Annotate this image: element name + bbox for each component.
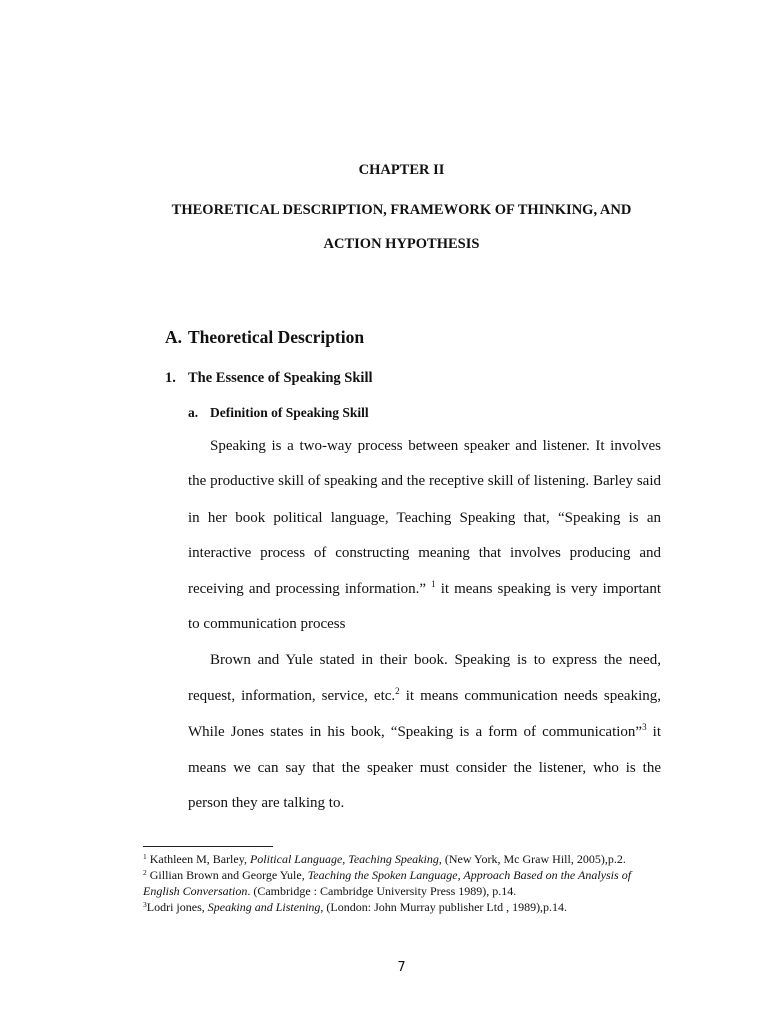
section-a-heading [165, 327, 364, 348]
footnote-2-title-part-1: Teaching the Spoken Language, Approach Based on the Analysis of [307, 868, 632, 882]
section-a-title: Theoretical Description [188, 327, 365, 347]
footnote-3-author: Lodri jones, [146, 900, 208, 914]
para1-line-4: interactive process of constructing meaning that involves producing and [188, 545, 661, 561]
para2-line-3 [188, 724, 661, 741]
subsection-a-heading [188, 405, 369, 421]
chapter-heading: CHAPTER II [358, 162, 445, 178]
section-1-title: The Essence of Speaking Skill [188, 370, 373, 386]
subsection-a-label: a. [188, 405, 199, 420]
para1-line-6: to communication process [188, 616, 346, 632]
footnote-2-number: 2 [143, 868, 147, 877]
footnote-3-number: 3 [143, 900, 147, 909]
para2-line-2 [188, 688, 661, 705]
footnote-3-title: Speaking and Listening [207, 900, 321, 914]
footnote-2-continued [143, 883, 663, 899]
para2-line-3-text-a: While Jones states in his book, “Speaking is a form of communication” [188, 724, 643, 740]
footnote-1-author: Kathleen M, Barley, [149, 852, 250, 866]
footnote-separator [143, 846, 273, 847]
para1-line-5-text-a: receiving and processing information.” [188, 581, 427, 597]
para1-line-2: the productive skill of speaking and the receptive skill of listening. Barley said [188, 473, 661, 489]
section-a-label: A. [165, 327, 183, 347]
footnote-ref-3: 3 [642, 722, 647, 732]
chapter-title-line-2: ACTION HYPOTHESIS [323, 236, 480, 252]
footnote-2-title-part-2: English Conversation [143, 884, 248, 898]
page-number: 7 [397, 960, 406, 975]
para1-line-3: in her book political language, Teaching Speaking that, “Speaking is an [188, 510, 661, 526]
section-1-heading [165, 370, 373, 387]
footnote-2-publication: . (Cambridge : Cambridge University Press 1989), p.14. [247, 884, 517, 898]
chapter-title-line-1: THEORETICAL DESCRIPTION, FRAMEWORK OF THINKING, AND [171, 202, 632, 218]
footnote-ref-2: 2 [395, 686, 400, 696]
para2-line-4: means we can say that the speaker must consider the listener, who is the [188, 760, 661, 776]
footnote-ref-1: 1 [431, 579, 436, 589]
para2-line-2-text-b: it means communication needs speaking, [405, 688, 661, 704]
para2-line-5: person they are talking to. [188, 795, 345, 811]
para2-line-2-text-a: request, information, service, etc. [188, 688, 396, 704]
para1-line-5-text-b: it means speaking is very important [440, 581, 662, 597]
footnote-1-title: Political Language, Teaching Speaking [249, 852, 439, 866]
para1-line-5 [188, 581, 661, 598]
para2-line-1: Brown and Yule stated in their book. Speaking is to express the need, [210, 652, 661, 668]
footnote-1 [143, 851, 663, 867]
footnote-2-author: Gillian Brown and George Yule, [149, 868, 308, 882]
footnote-1-number: 1 [143, 852, 147, 861]
section-1-label: 1. [165, 370, 176, 386]
subsection-a-title: Definition of Speaking Skill [210, 405, 369, 420]
footnote-3-publication: , (London: John Murray publisher Ltd , 1989),p.14. [320, 900, 568, 914]
para1-line-1: Speaking is a two-way process between speaker and listener. It involves [210, 438, 661, 454]
para2-line-3-text-b: it [652, 724, 662, 740]
footnote-2 [143, 867, 663, 883]
footnote-3 [143, 899, 663, 915]
footnote-1-publication: , (New York, Mc Graw Hill, 2005),p.2. [438, 852, 626, 866]
